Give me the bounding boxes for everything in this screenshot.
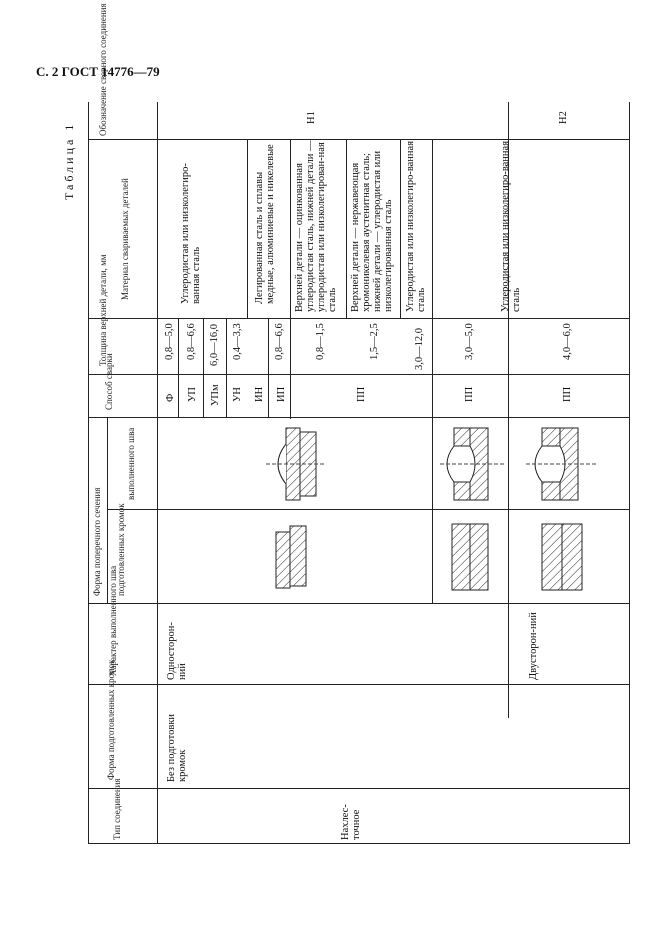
- edge-section-2: [446, 520, 502, 594]
- edge-section-1: [270, 524, 320, 594]
- method-sep-1: [178, 318, 179, 418]
- material-6: Углеродистая или низколегиро-ванная сталь: [500, 140, 522, 312]
- weld-section-2: [440, 424, 504, 504]
- row-line-6: [88, 603, 630, 604]
- col-done-seam: выполненного шва: [126, 427, 136, 500]
- thickness-5: 0,8—6,6: [274, 323, 285, 360]
- designation-h1: Н1: [306, 111, 317, 124]
- seam-one-sided: Односторон-ний: [166, 622, 188, 680]
- col-prepared-edges: подготовленных кромок: [116, 503, 126, 596]
- row-line-2: [88, 318, 630, 319]
- method-in: ИН: [254, 386, 265, 402]
- table-border-bottom: [88, 843, 630, 844]
- joint-type-overlap: Нахлес-точное: [340, 804, 362, 840]
- thickness-1: 0,8—5,0: [164, 323, 175, 360]
- edge-section-3: [534, 520, 598, 594]
- row-line-3: [88, 374, 630, 375]
- edge-prep-none: Без подготовки кромок: [166, 713, 188, 782]
- thickness-2: 0,8—6,6: [186, 323, 197, 360]
- method-un: УН: [232, 386, 243, 402]
- weld-section-1: [266, 424, 326, 504]
- col-sep-1: [247, 139, 248, 318]
- thickness-7: 1,5—2,5: [369, 323, 380, 360]
- designation-h2: Н2: [558, 111, 569, 124]
- material-5: Углеродистая или низколегиро-ванная сталь: [405, 140, 427, 312]
- material-2: Легированная сталь и сплавы медные, алюминиевые и никелевые: [254, 144, 276, 304]
- material-1: Углеродистая или низколегиро-ванная сталь: [180, 163, 202, 304]
- table-title: Таблица 1: [62, 121, 76, 200]
- method-upm: УПм: [210, 384, 221, 406]
- table-border-right: [629, 102, 630, 844]
- method-up: УП: [187, 386, 198, 402]
- material-3: Верхней детали — оцинкованная углеродистая сталь, нижней детали — углеродистая или низколегирован-ная сталь: [294, 140, 338, 312]
- row-line-5: [107, 509, 630, 510]
- method-sep-4: [268, 318, 269, 418]
- table-border-left: [88, 102, 89, 844]
- seam-two-sided: Двусторон-ний: [528, 612, 539, 680]
- thickness-6: 0,8—1,5: [315, 323, 326, 360]
- method-pp-3: ПП: [562, 386, 573, 402]
- method-pp-2: ПП: [464, 386, 475, 402]
- col-sep-7: [432, 417, 433, 603]
- thickness-4: 0,4—3,3: [232, 323, 243, 360]
- col-thickness: Толщина верхней детали, мм: [98, 254, 108, 366]
- material-4: Верхней детали — нержавеющая хромоникелевая аустенитная сталь; нижней детали — углеродистая или низколегированная сталь: [350, 150, 394, 312]
- thickness-9: 3,0—5,0: [464, 323, 475, 360]
- col-material: Материал свариваемых деталей: [120, 178, 130, 300]
- col-designation: Обозначение сварного соединения: [98, 3, 108, 136]
- row-line-4: [88, 417, 630, 418]
- thickness-8: 3,0—12,0: [414, 328, 425, 370]
- col-type: Тип соединения: [112, 778, 122, 840]
- col-sep-5: [432, 139, 433, 419]
- col-seam-char: Характер выполненного шва: [108, 565, 118, 676]
- method-ip: ИП: [276, 386, 287, 402]
- thickness-10: 4,0—6,0: [562, 323, 573, 360]
- col-edge-shape: Форма подготовленных кромок: [106, 659, 116, 780]
- method-pp-1: ПП: [356, 386, 367, 402]
- col-sep-2: [290, 139, 291, 419]
- thickness-3: 6,0—16,0: [209, 324, 220, 366]
- weld-section-3: [526, 424, 596, 504]
- col-sep-4: [400, 139, 401, 318]
- col-sep-3: [346, 139, 347, 318]
- header-separator: [157, 102, 158, 844]
- col-cross-section: Форма поперечного сечения: [92, 487, 102, 596]
- method-sep-3: [226, 318, 227, 418]
- page-header: С. 2 ГОСТ 14776—79: [36, 64, 160, 79]
- method-f: Ф: [165, 393, 176, 402]
- col-method: Способ сварки: [104, 353, 114, 410]
- method-sep-2: [203, 318, 204, 418]
